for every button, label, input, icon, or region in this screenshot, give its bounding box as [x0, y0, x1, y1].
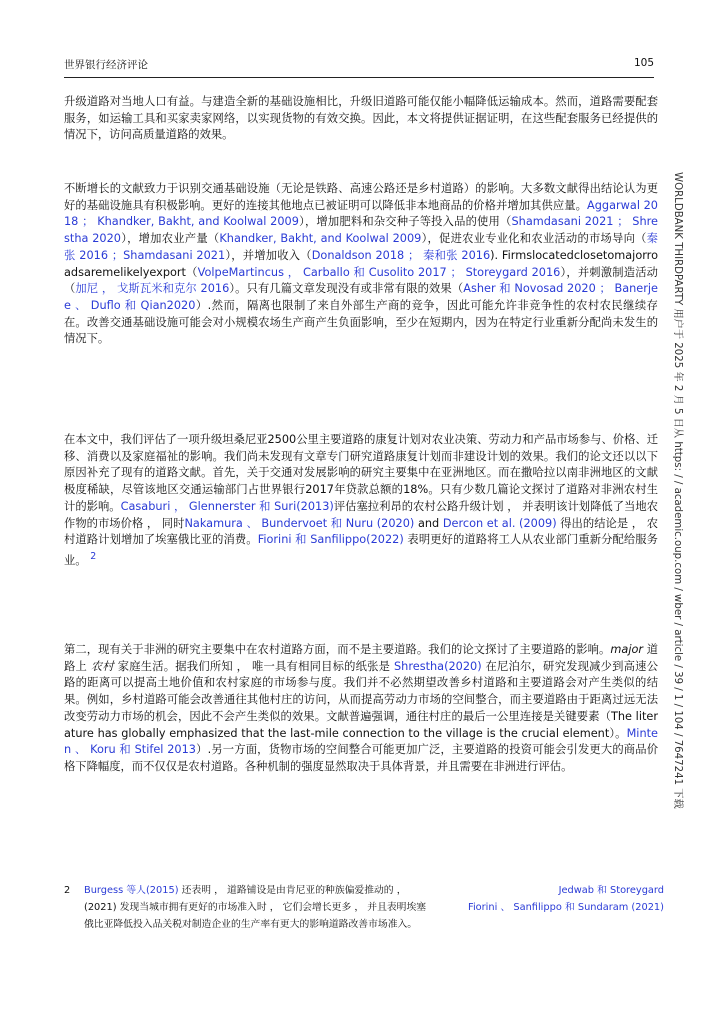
paragraph-4: 第二，现有关于非洲的研究主要集中在农村道路方面，而不是主要道路。我们的论文探讨了主要道路的影响。major 道路上 农村 家庭生活。据我们所知 ， 唯一具有相同目标的纸张是 Shrestha(2020) 在尼泊尔，研究发现减少到高速公路的距离可以提高土地价值和农村家庭的市场参与度。我们并不必然期望改善乡村道路和主要道路会对产生类似的结果。例如，乡村道路可能会改善通往其他村庄的访问，从而提高劳动力市场的空间整合，而主要道路由于距离过远无法改变劳动力市场的机会，因此不会产生类似的效果。文献普遍强调，通往村庄的最后一公里连接是关键要素（The literature has globally emphasized that the last-mile connection to the village is the crucial element）。Minten 、 Koru 和 Stifel 2013）.另一方面，货物市场的空间整合可能更加广泛，主要道路的投资可能会引发更大的商品价格下降幅度，而不仅仅是农村道路。各种机制的强度显然取决于具体背景，并且需要在非洲进行评估。: [64, 643, 658, 773]
citation-link[interactable]: Burgess 等人(2015): [84, 885, 179, 896]
running-header: [64, 57, 654, 73]
citation-link[interactable]: 秦张 2016 ；Shamdasani 2021: [64, 232, 658, 262]
citation-link[interactable]: Fiorini 、 Sanfilippo 和 Sundaram (2021): [468, 902, 664, 914]
header-rule: [64, 77, 654, 78]
citation-link[interactable]: Khandker, Bakht, and Koolwal 2009: [219, 232, 422, 246]
citation-link[interactable]: Shamdasani 2021 ； Shrestha 2020: [64, 215, 658, 246]
citation-link[interactable]: Asher 和 Novosad 2020 ； Banerje e 、 Duflo 和 Qian2020: [64, 282, 658, 312]
citation-link[interactable]: Casaburi ， Glennerster 和 Suri(2013): [120, 499, 334, 513]
citation-link[interactable]: Fiorini 和 Sanfilippo(2022): [257, 533, 404, 547]
citation-link[interactable]: Minten 、 Koru 和 Stifel 2013: [64, 726, 658, 757]
watermark-text: WORLDBANK THIRDPARTY 用户于 2025 年 2 月 5 日从 https: / / academic.oup.com / wber / article / 39 / 1 / 104 / 7647241 下载: [672, 172, 683, 809]
paragraph-2: 不断增长的文献致力于识别交通基础设施（无论是铁路、高速公路还是乡村道路）的影响。大多数文献得出结论认为更好的基础设施具有积极影响。更好的连接其他地点已被证明可以降低非本地商品的价格并增加其供应量。Aggarwal 2018 ； Khandker, Bakht, and Koolwal 2009），增加肥料和杂交种子等投入品的使用（Shamdasani 2021 ； Shrestha 2020），增加农业产量（Khandker, Bakht, and Koolwal 2009），促进农业专业化和农业活动的市场导向（秦张 2016 ；Shamdasani 2021），并增加收入（Donaldson 2018 ； 秦和张 2016). Firmslocatedclosetomajorroadsaremelikelyexport（VolpeMartincus ， Carballo 和 Cusolito 2017 ； Storeygard 2016），并刺激制造活动（加尼 ， 戈斯瓦米和克尔 2016）。只有几篇文章发现没有或非常有限的效果（Asher 和 Novosad 2020 ； Banerje e 、 Duflo 和 Qian2020）.然而，隔离也限制了来自外部生产商的竞争，因此可能允许非竞争性的农村农民继续存在。改善交通基础设施可能会对小规模农场生产商产生负面影响，至少在短期内，因为在特定行业重新分配尚未发生的情况下。: [64, 182, 658, 346]
citation-link[interactable]: Shrestha(2020): [394, 659, 482, 673]
citation-link[interactable]: VolpeMartincus ， Carballo 和 Cusolito 2017 ； Storeygard 2016: [197, 265, 561, 279]
footnote-ref-link[interactable]: 2: [90, 550, 97, 562]
citation-link[interactable]: Aggarwal 2018 ； Khandker, Bakht, and Koolwal 2009: [64, 198, 658, 229]
citation-link[interactable]: Donaldson 2018 ； 秦和张 2016: [311, 248, 491, 262]
footnote-citations: [459, 882, 664, 916]
citation-link[interactable]: Nakamura 、 Bundervoet 和 Nuru (2020): [184, 516, 415, 530]
citation-link[interactable]: Dercon et al. (2009): [442, 516, 557, 530]
footnote-number: 2: [64, 885, 71, 896]
citation-link[interactable]: Jedwab 和 Storeygard: [558, 885, 664, 896]
download-watermark: [670, 172, 704, 832]
paragraph-1: 升级道路对当地人口有益。与建造全新的基础设施相比，升级旧道路可能仅能小幅降低运输成本。然而，道路需要配套服务，如运输工具和买家卖家网络，以实现货物的有效交换。因此，本文将提供证据证明，在这些配套服务已经提供的情况下，访问高质量道路的效果。: [64, 95, 658, 142]
journal-title: 世界银行经济评论: [64, 59, 148, 71]
paragraph-3: 在本文中，我们评估了一项升级坦桑尼亚2500公里主要道路的康复计划对农业决策、劳动力和产品市场参与、价格、迁移、消费以及家庭福祉的影响。我们尚未发现有文章专门研究道路康复计划而非建设计划的效果。我们的论文还以以下原因补充了现有的道路文献。首先，关于交通对发展影响的研究主要集中在亚洲地区。而在撒哈拉以南非洲地区的文献极度稀缺，尽管该地区交通运输部门占世界银行2017年贷款总额的18%。只有少数几篇论文探讨了道路对非洲农村生计的影响。Casaburi ， Glennerster 和 Suri(2013)评估塞拉利昂的农村公路升级计划 ， 并表明该计划降低了当地农作物的市场价格 ， 同时Nakamura 、 Bundervoet 和 Nuru (2020) and Dercon et al. (2009) 得出的结论是 ， 农村道路计划增加了埃塞俄比亚的消费。Fiorini 和 Sanfilippo(2022) 表明更好的道路将工人从农业部门重新分配给服务业。 $^2$: [64, 433, 659, 567]
citation-link[interactable]: 加尼 ， 戈斯瓦米和克尔 2016: [75, 282, 230, 296]
page-number: 105: [633, 57, 654, 69]
footnote-body: Burgess 等人(2015) 还表明 ， 道路铺设是由肯尼亚的种族偏爱推动的 ，(2021) 发现当城市拥有更好的市场准入时 ， 它们会增长更多 ， 并且表明埃塞俄比亚降低投入品关税对制造企业的生产率有更大的影响道路改善市场准入。: [84, 885, 427, 931]
